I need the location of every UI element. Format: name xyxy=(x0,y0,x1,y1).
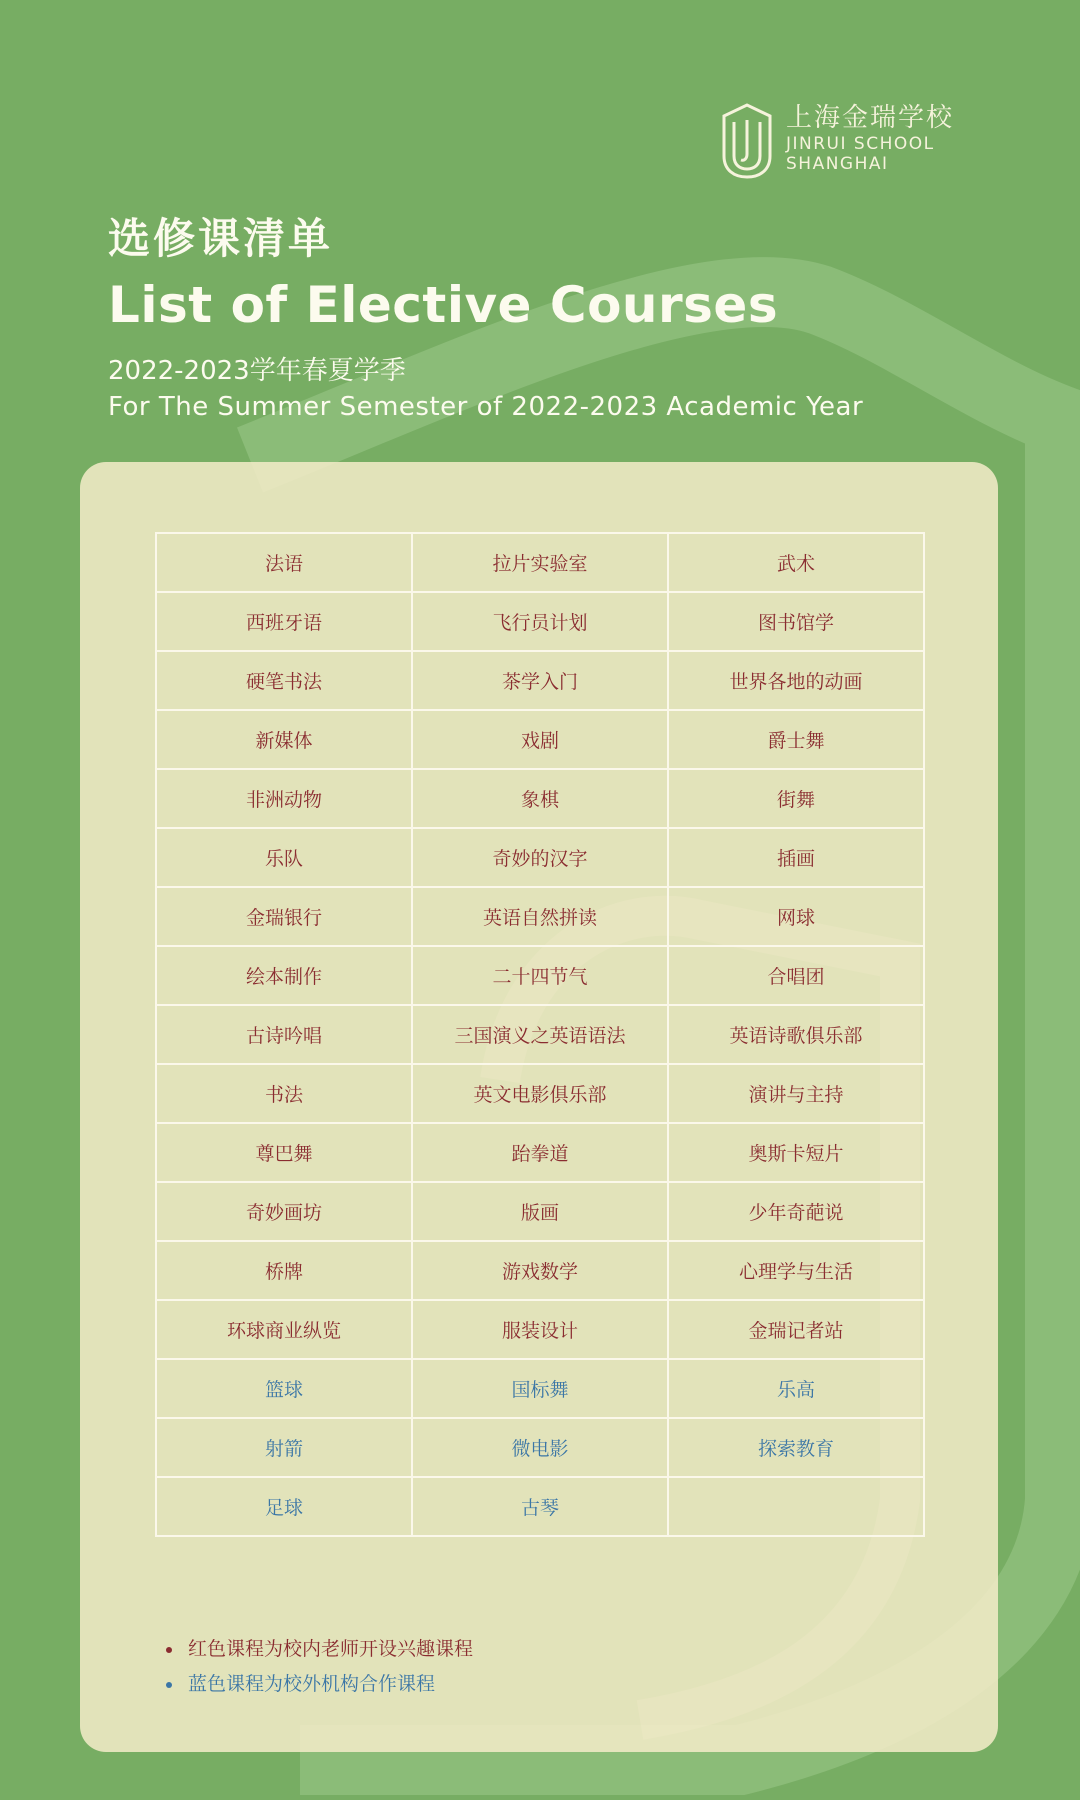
table-row xyxy=(156,769,924,828)
course-table xyxy=(155,532,925,1537)
course-cell: 环球商业纵览 xyxy=(156,1300,412,1359)
table-row xyxy=(156,1359,924,1418)
course-cell: 版画 xyxy=(412,1182,668,1241)
course-cell: 非洲动物 xyxy=(156,769,412,828)
course-cell: 游戏数学 xyxy=(412,1241,668,1300)
table-row xyxy=(156,1418,924,1477)
course-cell: 探索教育 xyxy=(668,1418,924,1477)
school-logo xyxy=(720,102,954,180)
table-row xyxy=(156,887,924,946)
course-cell: 世界各地的动画 xyxy=(668,651,924,710)
course-cell: 拉片实验室 xyxy=(412,533,668,592)
course-cell: 金瑞银行 xyxy=(156,887,412,946)
course-cell: 跆拳道 xyxy=(412,1123,668,1182)
course-cell: 国标舞 xyxy=(412,1359,668,1418)
course-cell: 乐高 xyxy=(668,1359,924,1418)
course-cell: 篮球 xyxy=(156,1359,412,1418)
blue-bullet-icon xyxy=(166,1682,172,1688)
jinrui-shield-icon xyxy=(720,102,774,180)
course-cell: 硬笔书法 xyxy=(156,651,412,710)
table-row xyxy=(156,533,924,592)
course-cell: 二十四节气 xyxy=(412,946,668,1005)
table-row xyxy=(156,1123,924,1182)
table-row xyxy=(156,651,924,710)
course-cell xyxy=(668,1477,924,1536)
table-row xyxy=(156,592,924,651)
table-row xyxy=(156,1182,924,1241)
table-row xyxy=(156,1300,924,1359)
course-cell: 武术 xyxy=(668,533,924,592)
course-cell: 插画 xyxy=(668,828,924,887)
course-cell: 合唱团 xyxy=(668,946,924,1005)
legend-in-school-text: 红色课程为校内老师开设兴趣课程 xyxy=(188,1638,474,1660)
legend-item-in-school xyxy=(166,1632,473,1667)
course-cell: 飞行员计划 xyxy=(412,592,668,651)
table-row xyxy=(156,1064,924,1123)
legend xyxy=(166,1632,473,1702)
page-title-en: List of Elective Courses xyxy=(108,276,779,334)
subtitle-cn: 2022-2023学年春夏学季 xyxy=(108,356,406,386)
course-cell: 戏剧 xyxy=(412,710,668,769)
course-cell: 爵士舞 xyxy=(668,710,924,769)
course-cell: 西班牙语 xyxy=(156,592,412,651)
legend-partner-text: 蓝色课程为校外机构合作课程 xyxy=(188,1673,436,1695)
legend-item-partner xyxy=(166,1667,473,1702)
course-cell: 图书馆学 xyxy=(668,592,924,651)
page-title-cn: 选修课清单 xyxy=(108,214,334,263)
table-row xyxy=(156,710,924,769)
course-cell: 茶学入门 xyxy=(412,651,668,710)
course-cell: 街舞 xyxy=(668,769,924,828)
course-cell: 少年奇葩说 xyxy=(668,1182,924,1241)
course-cell: 奇妙画坊 xyxy=(156,1182,412,1241)
course-cell: 法语 xyxy=(156,533,412,592)
course-cell: 三国演义之英语语法 xyxy=(412,1005,668,1064)
course-cell: 演讲与主持 xyxy=(668,1064,924,1123)
logo-name-cn: 上海金瑞学校 xyxy=(786,103,955,133)
course-cell: 古诗吟唱 xyxy=(156,1005,412,1064)
logo-name-en-line2: SHANGHAI xyxy=(786,154,889,174)
course-cell: 古琴 xyxy=(412,1477,668,1536)
course-cell: 心理学与生活 xyxy=(668,1241,924,1300)
table-row xyxy=(156,946,924,1005)
course-cell: 奇妙的汉字 xyxy=(412,828,668,887)
course-cell: 书法 xyxy=(156,1064,412,1123)
subtitle-en: For The Summer Semester of 2022-2023 Academic Year xyxy=(108,392,864,422)
table-row xyxy=(156,1005,924,1064)
course-cell: 乐队 xyxy=(156,828,412,887)
course-cell: 足球 xyxy=(156,1477,412,1536)
course-cell: 绘本制作 xyxy=(156,946,412,1005)
course-cell: 英语自然拼读 xyxy=(412,887,668,946)
course-cell: 英语诗歌俱乐部 xyxy=(668,1005,924,1064)
course-cell: 新媒体 xyxy=(156,710,412,769)
table-row xyxy=(156,1477,924,1536)
table-row xyxy=(156,828,924,887)
course-cell: 网球 xyxy=(668,887,924,946)
course-cell: 微电影 xyxy=(412,1418,668,1477)
course-cell: 桥牌 xyxy=(156,1241,412,1300)
course-cell: 尊巴舞 xyxy=(156,1123,412,1182)
course-cell: 金瑞记者站 xyxy=(668,1300,924,1359)
course-cell: 英文电影俱乐部 xyxy=(412,1064,668,1123)
table-row xyxy=(156,1241,924,1300)
red-bullet-icon xyxy=(166,1647,172,1653)
course-cell: 射箭 xyxy=(156,1418,412,1477)
logo-name-en-line1: JINRUI SCHOOL xyxy=(786,134,935,154)
course-cell: 象棋 xyxy=(412,769,668,828)
course-cell: 奥斯卡短片 xyxy=(668,1123,924,1182)
course-cell: 服装设计 xyxy=(412,1300,668,1359)
